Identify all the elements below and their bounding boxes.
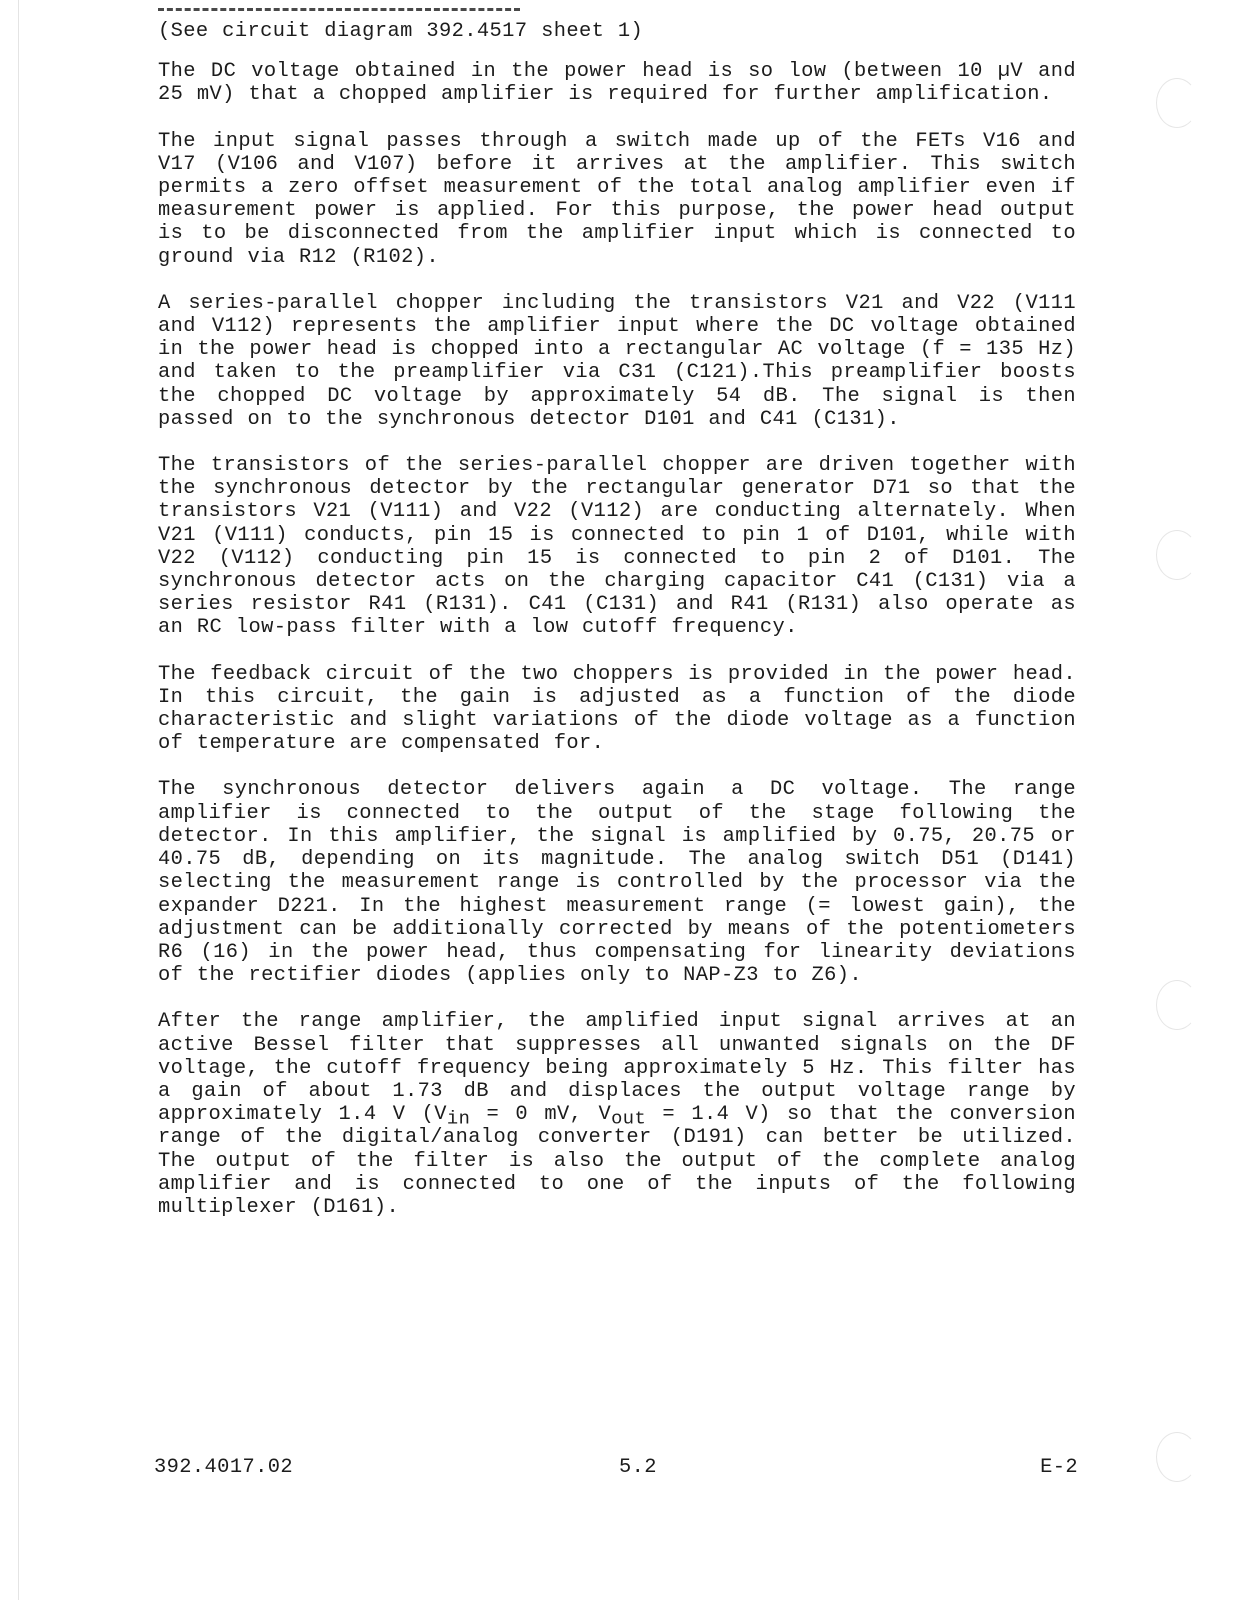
punch-hole-mark <box>1156 78 1198 128</box>
edition-label: E-2 <box>1040 1456 1078 1479</box>
subscript-in: in <box>446 1107 471 1130</box>
page-edge-line <box>18 0 19 1600</box>
circuit-diagram-reference: (See circuit diagram 392.4517 sheet 1) <box>158 20 644 43</box>
paragraph <box>158 1010 1076 1219</box>
paragraph: The feedback circuit of the two choppers is provided in the power head. In this circuit, the gain is adjusted as a function of the diode characteristic and slight variations of the diode voltage as a function of temperature are compensated for. <box>158 662 1076 756</box>
paragraph: The synchronous detector delivers again a DC voltage. The range amplifier is connected to the output of the stage following the detector. In this amplifier, the signal is amplified by 0.75, 20.75 or 40.75 dB, depending on its magnitude. The analog switch D51 (D141) selecting the measurement range is controlled by the processor via the expander D221. In the highest measurement range (= lowest gain), the adjustment can be additionally corrected by means of the potentiometers R6 (16) in the power head, thus compensating for linearity deviations of the rectifier diodes (applies only to NAP-Z3 to Z6). <box>158 778 1076 988</box>
document-number: 392.4017.02 <box>154 1456 294 1479</box>
paragraph: The transistors of the series-parallel chopper are driven together with the synchronous detector by the rectangular generator D71 so that the transistors V21 (V111) and V22 (V112) are conducting alternately. When V21 (V111) conducts, pin 15 is connected to pin 1 of D101, while with V22 (V112) conducting pin 15 is connected to pin 2 of D101. The synchronous detector acts on the charging capacitor C41 (C131) via a series resistor R41 (R131). C41 (C131) and R41 (R131) also operate as an RC low-pass filter with a low cutoff frequency. <box>158 454 1076 640</box>
paragraph-text: = 0 mV, V <box>470 1103 612 1127</box>
paragraph: The input signal passes through a switch made up of the FETs V16 and V17 (V106 and V107) before it arrives at the amplifier. This switch permits a zero offset measurement of the total analog amplifier even if measurement power is applied. For this purpose, the power head output is to be disconnected from the amplifier input which is connected to ground via R12 (R102). <box>158 129 1076 269</box>
body-text <box>158 20 1076 1242</box>
page-number: 5.2 <box>619 1456 657 1479</box>
subscript-out: out <box>611 1107 647 1130</box>
paragraph: The DC voltage obtained in the power head is so low (between 10 µV and 25 mV) that a chopped amplifier is required for further amplification. <box>158 60 1076 107</box>
punch-hole-mark <box>1156 1432 1198 1482</box>
page-footer <box>154 1456 1078 1482</box>
punch-hole-mark <box>1156 530 1198 580</box>
cropped-heading-line <box>158 8 520 17</box>
paragraph-text: = 1.4 V) so that the conversion range of the digital/analog converter (D191) can better be utilized. The output of the filter is also the output of the complete analog amplifier and is connected to one of the inputs of the following multiplexer (D161). <box>158 1103 1076 1219</box>
paragraph: A series-parallel chopper including the transistors V21 and V22 (V111 and V112) represents the amplifier input where the DC voltage obtained in the power head is chopped into a rectangular AC voltage (f = 135 Hz) and taken to the preamplifier via C31 (C121).This preamplifier boosts the chopped DC voltage by approximately 54 dB. The signal is then passed on to the synchronous detector D101 and C41 (C131). <box>158 291 1076 431</box>
punch-hole-mark <box>1156 980 1198 1030</box>
paragraph-text: After the range amplifier, the amplified input signal arrives at an active Bessel filter that suppresses all unwanted signals on the DF voltage, the cutoff frequency being approximately 5 Hz. This filter has a gain of about 1.73 dB and displaces the output voltage range by approximately 1.4 V (V <box>158 1010 1076 1127</box>
